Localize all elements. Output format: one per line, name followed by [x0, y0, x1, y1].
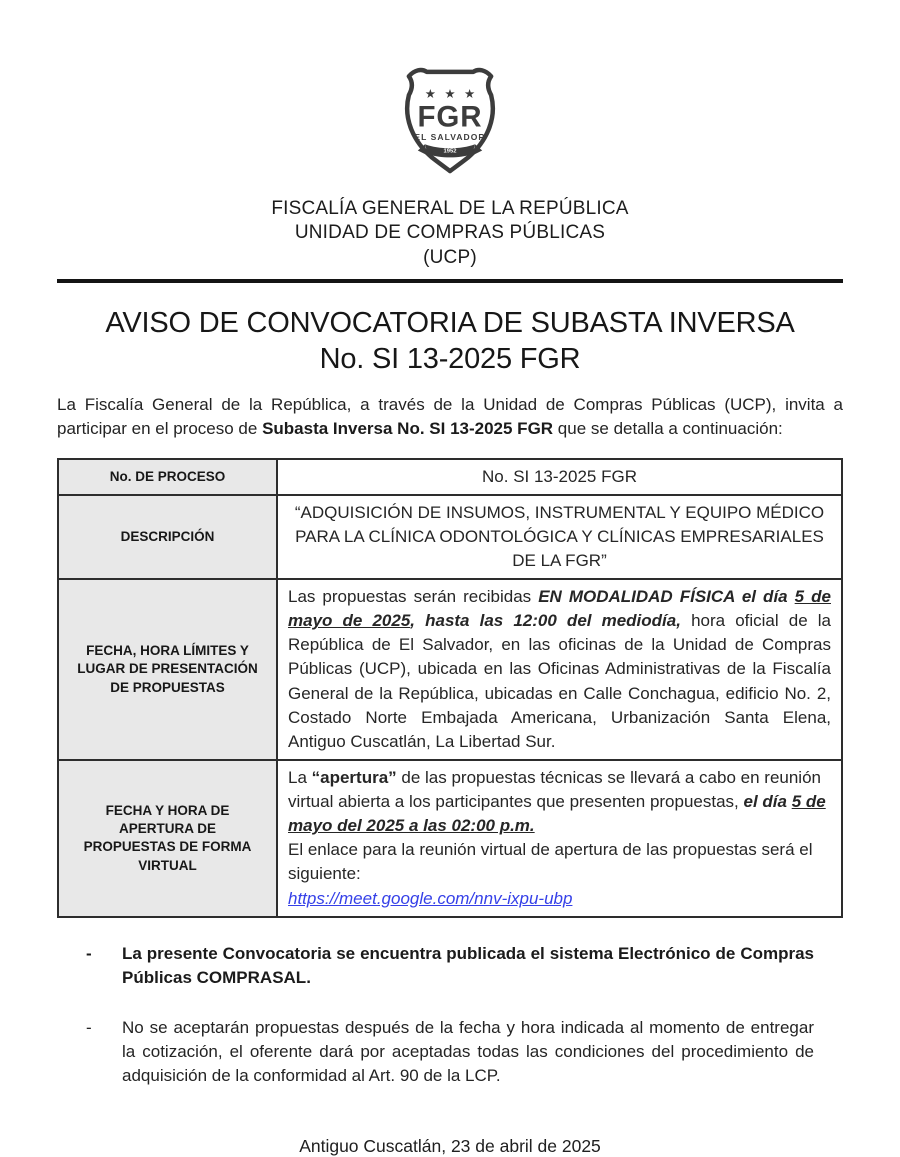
dateline: Antiguo Cuscatlán, 23 de abril de 2025 [299, 1136, 601, 1157]
table-row-descripcion [58, 495, 842, 579]
list-item [86, 942, 814, 990]
intro-paragraph [57, 393, 843, 441]
row-value-descripcion: “ADQUISICIÓN DE INSUMOS, INSTRUMENTAL Y EQUIPO MÉDICO PARA LA CLÍNICA ODONTOLÓGICA Y CLÍNICAS EMPRESARIALES DE LA FGR” [277, 495, 842, 579]
dash-bullet-icon: - [86, 1017, 92, 1037]
intro-text-pre: La Fiscalía General de la República, a través de la Unidad de Compras Públicas (UCP), invita a participar en el proceso de [57, 395, 843, 438]
note-no-aceptacion: No se aceptarán propuestas después de la fecha y hora indicada al momento de entregar la cotización, el oferente dará por aceptadas todas las condiciones del procedimiento de adquisición de la conformidad al Art. 90 de la LCP. [122, 1017, 814, 1086]
row-label-apertura: FECHA Y HORA DE APERTURA DE PROPUESTAS DE FORMA VIRTUAL [58, 760, 277, 917]
intro-text-post: que se detalla a continuación: [553, 418, 783, 438]
logo-container [57, 60, 843, 187]
table-row-apertura [58, 760, 842, 917]
meet-link[interactable]: https://meet.google.com/nnv-ixpu-ubp [288, 888, 573, 908]
apertura-link-intro: El enlace para la reunión virtual de apertura de las propuestas será el siguiente: [288, 840, 813, 884]
table-row-proceso [58, 459, 842, 495]
list-item [86, 1016, 814, 1088]
row-value-proceso: No. SI 13-2025 FGR [277, 459, 842, 495]
title-line-2: No. SI 13-2025 FGR [319, 343, 581, 376]
star-icon: ★ [424, 85, 436, 101]
fgr-shield-logo [391, 60, 509, 182]
org-name: FISCALÍA GENERAL DE LA REPÚBLICA [271, 198, 629, 219]
star-icon: ★ [444, 85, 456, 101]
row-label-proceso: No. DE PROCESO [58, 459, 277, 495]
row-label-descripcion: DESCRIPCIÓN [58, 495, 277, 579]
apertura-text-1: La [288, 767, 312, 787]
presentacion-emphasis: EN MODALIDAD FÍSICA el día [538, 587, 795, 607]
logo-country: EL SALVADOR [414, 131, 486, 142]
presentacion-address: hora oficial de la República de El Salvador, en las oficinas de la Unidad de Compras Públicas (UCP), ubicada en las Oficinas Administrativas de la Fiscalía General de la República, ubicadas en Calle Conchagua, edificio No. 2, Costado Norte Embajada Americana, Urbanización Santa Elena, Antiguo Cuscatlán, La Libertad Sur. [288, 611, 831, 751]
header-divider [57, 279, 843, 283]
org-unit: UNIDAD DE COMPRAS PÚBLICAS [294, 222, 606, 244]
process-details-table [57, 458, 843, 918]
table-row-presentacion [58, 579, 842, 760]
apertura-text-2: de las propuestas técnicas se llevará a cabo en reunión virtual abierta a los participantes que presenten propuestas, [288, 767, 821, 812]
apertura-quoted: “apertura” [311, 767, 397, 787]
notes-list [57, 942, 843, 1089]
dash-bullet-icon: - [86, 943, 92, 963]
intro-process-name: Subasta Inversa No. SI 13-2025 FGR [262, 418, 554, 438]
presentacion-time: , hasta las 12:00 del mediodía, [410, 611, 692, 631]
row-label-presentacion: FECHA, HORA LÍMITES Y LUGAR DE PRESENTACIÓN DE PROPUESTAS [58, 579, 277, 760]
logo-year: 1952 [443, 148, 457, 155]
presentacion-date: 5 de mayo de 2025 [288, 587, 831, 631]
row-value-apertura [277, 760, 842, 917]
presentacion-text: Las propuestas serán recibidas [288, 587, 539, 607]
row-value-presentacion [277, 579, 842, 760]
star-icon: ★ [464, 85, 476, 101]
apertura-paragraph [288, 766, 831, 838]
org-header [57, 197, 843, 270]
apertura-day-prefix: el día [743, 792, 792, 812]
page-title [57, 305, 843, 378]
apertura-date: 5 de mayo del 2025 a las 02:00 p.m. [288, 792, 826, 836]
org-unit-abbr: (UCP) [423, 246, 477, 268]
title-line-1: AVISO DE CONVOCATORIA DE SUBASTA INVERSA [105, 306, 795, 339]
note-comprasal: La presente Convocatoria se encuentra publicada el sistema Electrónico de Compras Públicas COMPRASAL. [122, 943, 814, 987]
logo-monogram: FGR [417, 100, 483, 134]
